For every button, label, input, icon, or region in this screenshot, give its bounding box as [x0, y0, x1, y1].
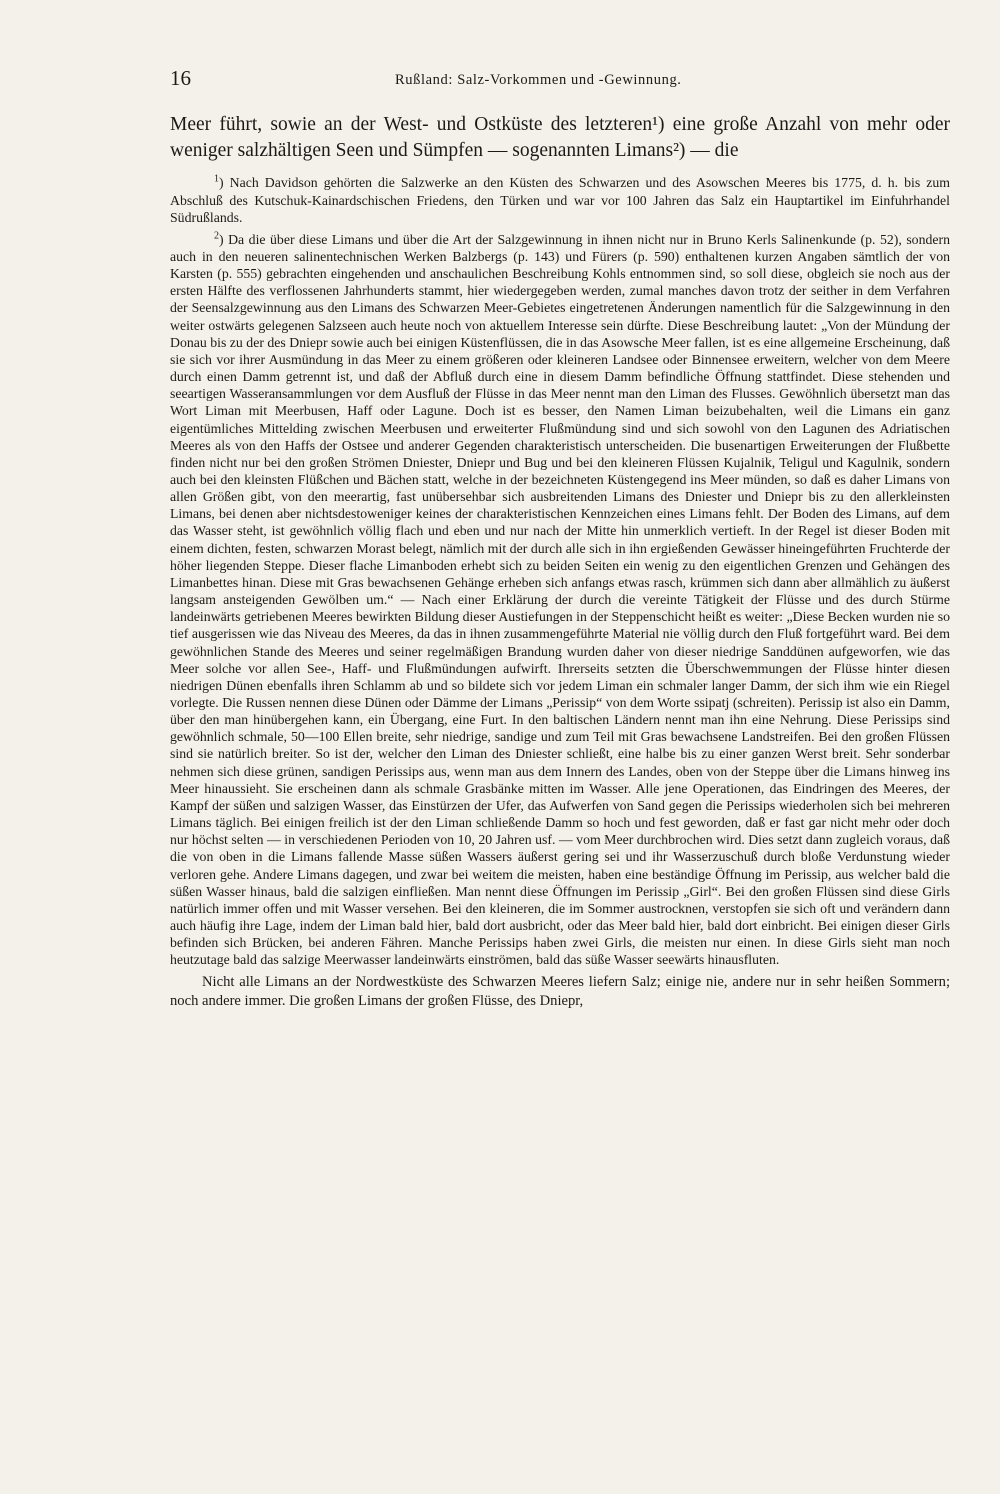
footnote-text: Da die über diese Limans und über die Art der Salzgewinnung in ihnen nicht nur in Bruno Kerls Salinenkunde (p. 52), sondern auch in den neueren salinentechnischen Werken Balzbergs (p. 143) und Fürers (p. 590) enthaltenen kurzen Angaben sämtlich der von Karsten (p. 555) gebrachten eingehenden und anschaulichen Beschreibung Kohls entnommen sind, so soll diese, obgleich sie noch aus der ersten Hälfte des verflossenen Jahrhunderts stammt, hier wiedergegeben werden, zumal manches davon trotz der seither in dem Verfahren der Seensalzgewinnung aus den Limans des Schwarzen Meer-Gebietes eingetretenen Änderungen namentlich für die Salzgewinnung in den weiter ostwärts gelegenen Salzseen auch heute noch von aktuellem Interesse sein dürfte. Diese Beschreibung lautet: „Von der Mündung der Donau bis zu der des Dniepr sowie auch bei einigen Küstenflüssen, die in das Asowsche Meer fallen, ist es eine allgemeine Erscheinung, daß sie sich vor ihrer Ausmündung in das Meer zu einem größeren oder kleineren Landsee oder Binnensee erweitern, welcher von dem Meere durch einen Damm getrennt ist, und daß der Abfluß durch eine in diesem Damm befindliche Öffnung stattfindet. Diese stehenden und seeartigen Wasseransammlungen vor dem Ausfluß der Flüsse in das Meer nennt man den Liman des Flusses. Gewöhnlich übersetzt man das Wort Liman mit Meerbusen, Haff oder Lagune. Doch ist es besser, den Namen Liman beizubehalten, weil die Limans ein ganz eigentümliches Mittelding zwischen Meerbusen und erweiterter Flußmündung sind und sich sowohl von den Lagunen des Adriatischen Meeres als von den Haffs der Ostsee und anderer Gegenden charakteristisch unterscheiden. Die busenartigen Erweiterungen der Flußbette finden nicht nur bei den großen Strömen Dniester, Dniepr und Bug und bei den kleineren Flüssen Kujalnik, Teligul und Kagulnik, sondern auch bei den kleinsten Flüßchen und Bächen statt, welche in der bezeichneten Küstengegend ins Meer münden, so daß es daher Limans von allen Größen gibt, von den meerartig, fast unübersehbar sich ausbreitenden Limans des Dniester und Dniepr bis zu den allerkleinsten Limans, bei denen aber nichtsdestoweniger keines der charakteristischen Kennzeichen eines Limans fehlt. Der Boden des Limans, auf dem das Wasser steht, ist gewöhnlich völlig flach und eben und nur nach der Mitte hin unmerklich vertieft. In der Regel ist dieser Boden mit einem dichten, festen, schwarzen Morast belegt, nämlich mit der durch alle sich in ihn ergießenden Gewässer hineingeführten Fruchterde der höher liegenden Steppe. Dieser flache Limanboden erhebt sich zu beiden Seiten ein wenig zu den eigentlichen Grenzen und Gehängen des Limanbettes hinan. Diese mit Gras bewachsenen Gehänge erheben sich anfangs etwas rasch, krümmen sich dann aber allmählich zu äußerst langsam ansteigenden Gewölben um.“ — Nach einer Erklärung der durch die vereinte Tätigkeit der Flüsse und des durch Stürme landeinwärts getriebenen Meeres bewirkten Bildung dieser Austiefungen in der Steppenschicht heißt es weiter: „Diese Becken wurden nie so tief ausgerissen wie das Niveau des Meeres, da das in ihnen zusammengeführte Material nie völlig durch den Fluß fortgeführt ward. Bei dem gewöhnlichen Stande des Meeres und seiner regelmäßigen Brandung wurden daher von dieser niedrige Sanddünen aufgeworfen, wie das Meer solche vor allen See-, Haff- und Flußmündungen aufwirft. Ihrerseits setzten die Überschwemmungen der Flüsse hinter diesen niedrigen Dünen ebenfalls ihren Schlamm ab und so bildete sich vor jedem Liman ein schmaler langer Damm, der sich ihm wie ein Riegel vorlegte. Die Russen nennen diese Dünen oder Dämme der Limans „Perissip“ von dem Worte ssipatj (schreiten). Perissip ist also ein Damm, über den man hinübergehen kann, ein Übergang, eine Furt. In den baltischen Ländern nennt man ihn eine Nehrung. Diese Perissips sind gewöhnlich schmale, 50—100 Ellen breite, sehr niedrige, sandige und zum Teil mit Gras bewachsene Landstreifen. Bei den großen Flüssen sind sie natürlich breiter. So ist der, welcher den Liman des Dniester schließt, eine halbe bis zu einer ganzen Werst breit. Sehr sonderbar nehmen sich diese grünen, sandigen Perissips aus, wenn man aus dem Innern des Landes, oben von der Steppe über die Limans hinweg ins Meer hinaussieht. Sie erscheinen dann als schmale Grasbänke mitten im Wasser. Alle jene Operationen, das Eindringen des Meeres, der Kampf der süßen und salzigen Wasser, das Einstürzen der Ufer, das Aufwerfen von Sand gegen die Perissips wiederholen sich bei mehreren Limans täglich. Bei einigen freilich ist der den Liman schließende Damm so hoch und fest geworden, daß er fast gar nicht mehr oder doch nur höchst selten — in verschiedenen Perioden von 10, 20 Jahren usf. — vom Meer durchbrochen wird. Dies setzt dann zugleich voraus, daß die von oben in die Limans fallende Masse süßen Wassers äußerst gering sei und ihr Wasserzuschuß durch bloße Verdunstung wieder verloren gehe. Andere Limans dagegen, und zwar bei weitem die meisten, haben eine beständige Öffnung im Perissip, aus welcher bald die süßen Wasser hinaus, bald die salzigen einfließen. Man nennt diese Öffnungen im Perissip „Girl“. Bei den großen Flüssen sind diese Girls natürlich immer offen und mit Wasser versehen. Bei den kleineren, die im Sommer austrocknen, verstopfen sie sich oft und verändern dann auch häufig ihre Lage, indem der Liman bald hier, bald dort ausbricht, oder das Meer bald hier, bald dort einbricht. Bei einigen dieser Girls befinden sich Brücken, bei anderen Fähren. Manche Perissips haben zwei Girls, die meisten nur einen. In diese Girls sieht man noch heutzutage bald das salzige Meerwasser landeinwärts einströmen, bald das süße Wasser seewärts hinausfluten. [170, 231, 950, 968]
page-content [170, 112, 950, 1012]
footnote-text: Nach Davidson gehörten die Salzwerke an den Küsten des Schwarzen und des Asowschen Meeres bis 1775, d. h. bis zum Abschluß des Kutschuk-Kainardschischen Friedens, den Türken und war vor 100 Jahren das Salz ein Hauptartikel im Einfuhrhandel Südrußlands. [170, 175, 950, 226]
lead-paragraph: Meer führt, sowie an der West- und Ostküste des letzteren¹) eine große Anzahl von mehr oder weniger salzhältigen Seen und Sümpfen — sogenannten Limans²) — die [170, 114, 950, 161]
running-title: Rußland: Salz-Vorkommen und -Gewinnung. [395, 72, 682, 88]
body-paragraph: Nicht alle Limans an der Nordwestküste des Schwarzen Meeres liefern Salz; einige nie, andere nur in sehr heißen Sommern; noch andere immer. Die großen Limans der großen Flüsse, des Dniepr, [170, 973, 950, 1009]
footnote-mark: 1 [214, 173, 219, 185]
footnote-2: $^2$) Da die über diese Limans und über die Art der Salzgewinnung in ihnen nicht nur in Bruno Kerls Salinenkunde (p. 52), sondern auch in den neueren salinentechnischen Werken Balzbergs (p. 143) und Fürers (p. 590) enthaltenen kurzen Angaben sämtlich der von Karsten (p. 555) gebrachten eingehenden und anschaulichen Beschreibung Kohls entnommen sind, so soll diese, obgleich sie noch aus der ersten Hälfte des verflossenen Jahrhunderts stammt, hier wiedergegeben werden, zumal manches davon trotz der seither in dem Verfahren der Seensalzgewinnung aus den Limans des Schwarzen Meer-Gebietes eingetretenen Änderungen namentlich für die Salzgewinnung in den weiter ostwärts gelegenen Salzseen auch heute noch von aktuellem Interesse sein dürfte. Diese Beschreibung lautet: „Von der Mündung der Donau bis zu der des Dniepr sowie auch bei einigen Küstenflüssen, die in das Asowsche Meer fallen, ist es eine allgemeine Erscheinung, daß sie sich vor ihrer Ausmündung in das Meer zu einem größeren oder kleineren Landsee oder Binnensee erweitern, welcher von dem Meere durch einen Damm getrennt ist, und daß der Abfluß durch eine in diesem Damm befindliche Öffnung stattfindet. Diese stehenden und seeartigen Wasseransammlungen vor dem Ausfluß der Flüsse in das Meer nennt man den Liman des Flusses. Gewöhnlich übersetzt man das Wort Liman mit Meerbusen, Haff oder Lagune. Doch ist es besser, den Namen Liman beizubehalten, weil die Limans ein ganz eigentümliches Mittelding zwischen Meerbusen und erweiterter Flußmündung sind und sich sowohl von den Lagunen des Adriatischen Meeres als von den Haffs der Ostsee und anderer Gegenden charakteristisch unterscheiden. Die busenartigen Erweiterungen der Flußbette finden nicht nur bei den großen Strömen Dniester, Dniepr und Bug und bei den kleineren Flüssen Kujalnik, Teligul und Kagulnik, sondern auch bei den kleinsten Flüßchen und Bächen statt, welche in der bezeichneten Küstengegend ins Meer münden, so daß es daher Limans von allen Größen gibt, von den meerartig, fast unübersehbar sich ausbreitenden Limans des Dniester und Dniepr bis zu den allerkleinsten Limans, bei denen aber nichtsdestoweniger keines der charakteristischen Kennzeichen eines Limans fehlt. Der Boden des Limans, auf dem das Wasser steht, ist gewöhnlich völlig flach und eben und nur nach der Mitte hin unmerklich vertieft. In der Regel ist dieser Boden mit einem dichten, festen, schwarzen Morast belegt, nämlich mit der durch alle sich in ihn ergießenden Gewässer hineingeführten Fruchterde der höher liegenden Steppe. Dieser flache Limanboden erhebt sich zu beiden Seiten ein wenig zu den eigentlichen Grenzen und Gehängen des Limanbettes hinan. Diese mit Gras bewachsenen Gehänge erheben sich anfangs etwas rasch, krümmen sich dann aber allmählich zu äußerst langsam ansteigenden Gewölben um.“ — Nach einer Erklärung der durch die vereinte Tätigkeit der Flüsse und des durch Stürme landeinwärts getriebenen Meeres bewirkten Bildung dieser Austiefungen in der Steppenschicht heißt es weiter: „Diese Becken wurden nie so tief ausgerissen wie das Niveau des Meeres, da das in ihnen zusammengeführte Material nie völlig durch den Fluß fortgeführt ward. Bei dem gewöhnlichen Stande des Meeres und seiner regelmäßigen Brandung wurden daher von dieser niedrige Sanddünen aufgeworfen, wie das Meer solche vor allen See-, Haff- und Flußmündungen aufwirft. Ihrerseits setzten die Überschwemmungen der Flüsse hinter diesen niedrigen Dünen ebenfalls ihren Schlamm ab und so bildete sich vor jedem Liman ein schmaler langer Damm, der sich ihm wie ein Riegel vorlegte. Die Russen nennen diese Dünen oder Dämme der Limans „Perissip“ von dem Worte ssipatj (schreiten). Perissip ist also ein Damm, über den man hinübergehen kann, ein Übergang, eine Furt. In den baltischen Ländern nennt man ihn eine Nehrung. Diese Perissips sind gewöhnlich schmale, 50—100 Ellen breite, sehr niedrige, sandige und zum Teil mit Gras bewachsene Landstreifen. Bei den großen Flüssen sind sie natürlich breiter. So ist der, welcher den Liman des Dniester schließt, eine halbe bis zu einer ganzen Werst breit. Sehr sonderbar nehmen sich diese grünen, sandigen Perissips aus, wenn man aus dem Innern des Landes, oben von der Steppe über die Limans hinweg ins Meer hinaussieht. Sie erscheinen dann als schmale Grasbänke mitten im Wasser. Alle jene Operationen, das Eindringen des Meeres, der Kampf der süßen und salzigen Wasser, das Einstürzen der Ufer, das Aufwerfen von Sand gegen die Perissips wiederholen sich bei mehreren Limans täglich. Bei einigen freilich ist der den Liman schließende Damm so hoch und fest geworden, daß er fast gar nicht mehr oder doch nur höchst selten — in verschiedenen Perioden von 10, 20 Jahren usf. — vom Meer durchbrochen wird. Dies setzt dann zugleich voraus, daß die von oben in die Limans fallende Masse süßen Wassers äußerst gering sei und ihr Wasserzuschuß durch bloße Verdunstung wieder verloren gehe. Andere Limans dagegen, und zwar bei weitem die meisten, haben eine beständige Öffnung im Perissip, aus welcher bald die süßen Wasser hinaus, bald die salzigen einfließen. Man nennt diese Öffnungen im Perissip „Girl“. Bei den großen Flüssen sind diese Girls natürlich immer offen und mit Wasser versehen. Bei den kleineren, die im Sommer austrocknen, verstopfen sie sich oft und verändern dann auch häufig ihre Lage, indem der Liman bald hier, bald dort ausbricht, oder das Meer bald hier, bald dort einbricht. Bei einigen dieser Girls befinden sich Brücken, bei anderen Fähren. Manche Perissips haben zwei Girls, die meisten nur einen. In diese Girls sieht man noch heutzutage bald das salzige Meerwasser landeinwärts einströmen, bald das süße Wasser seewärts hinausfluten. [170, 230, 950, 968]
footnotes [170, 174, 950, 969]
footnote-mark: 2 [214, 230, 219, 242]
page-header [170, 66, 940, 96]
footnote-1: $^1$) Nach Davidson gehörten die Salzwerke an den Küsten des Schwarzen und des Asowschen Meeres bis 1775, d. h. bis zum Abschluß des Kutschuk-Kainardschischen Friedens, den Türken und war vor 100 Jahren das Salz ein Hauptartikel im Einfuhrhandel Südrußlands. [170, 173, 950, 226]
page-number: 16 [170, 66, 191, 90]
